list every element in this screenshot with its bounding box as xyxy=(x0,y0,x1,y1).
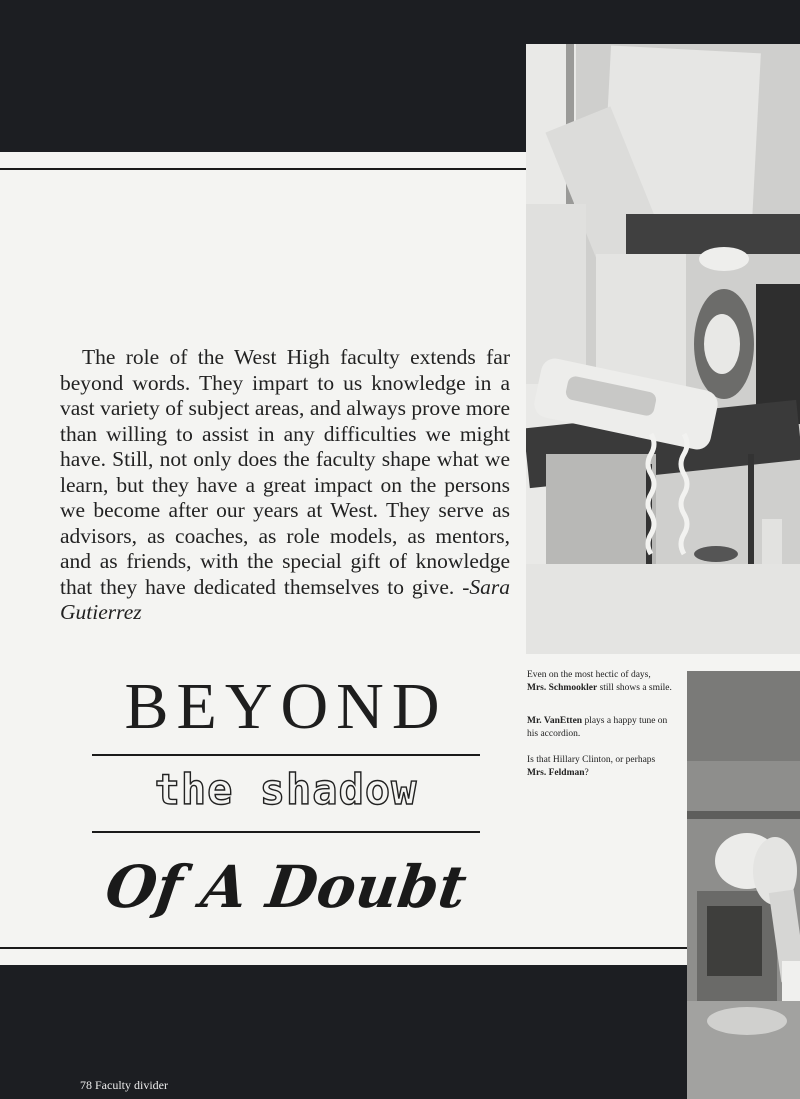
title-beyond: BEYOND xyxy=(124,670,448,743)
title-of-a-doubt: Of A Doubt xyxy=(101,853,471,921)
caption-name: Mrs. Feldman xyxy=(527,768,585,778)
photo-office-telephone xyxy=(526,44,800,654)
caption-vanetten: Mr. VanEtten plays a happy tune on his accordion. xyxy=(527,716,668,739)
faculty-essay xyxy=(60,345,510,626)
photo-faculty-member xyxy=(687,671,800,1099)
title-the-shadow: the shadow xyxy=(154,765,418,814)
caption-name: Mrs. Schmookler xyxy=(527,683,598,693)
title-rule-lower xyxy=(92,831,480,833)
bottom-rule xyxy=(0,947,688,949)
top-rule xyxy=(0,168,526,170)
page-folio: 78 Faculty divider xyxy=(80,1078,168,1092)
title-rule-upper xyxy=(92,754,480,756)
caption-feldman: Is that Hillary Clinton, or perhaps Mrs. Feldman? xyxy=(527,755,656,778)
caption-schmookler: Even on the most hectic of days, Mrs. Schmookler still shows a smile. xyxy=(527,670,672,693)
caption-name: Mr. VanEtten xyxy=(527,716,583,726)
essay-byline: -Sara Gutierrez xyxy=(60,574,511,624)
essay-text: The role of the West High faculty extends far beyond words. They impart to us knowledge in a vast variety of subject areas, and always prove more than willing to assist in any difficulties we might have. Still, not only does the faculty shape what we learn, but they have a great impact on the persons we become after our years at West. They serve as advisors, as coaches, as role models, as mentors, and as friends, with the special gift of knowledge that they have dedicated themselves to give. xyxy=(60,345,510,599)
